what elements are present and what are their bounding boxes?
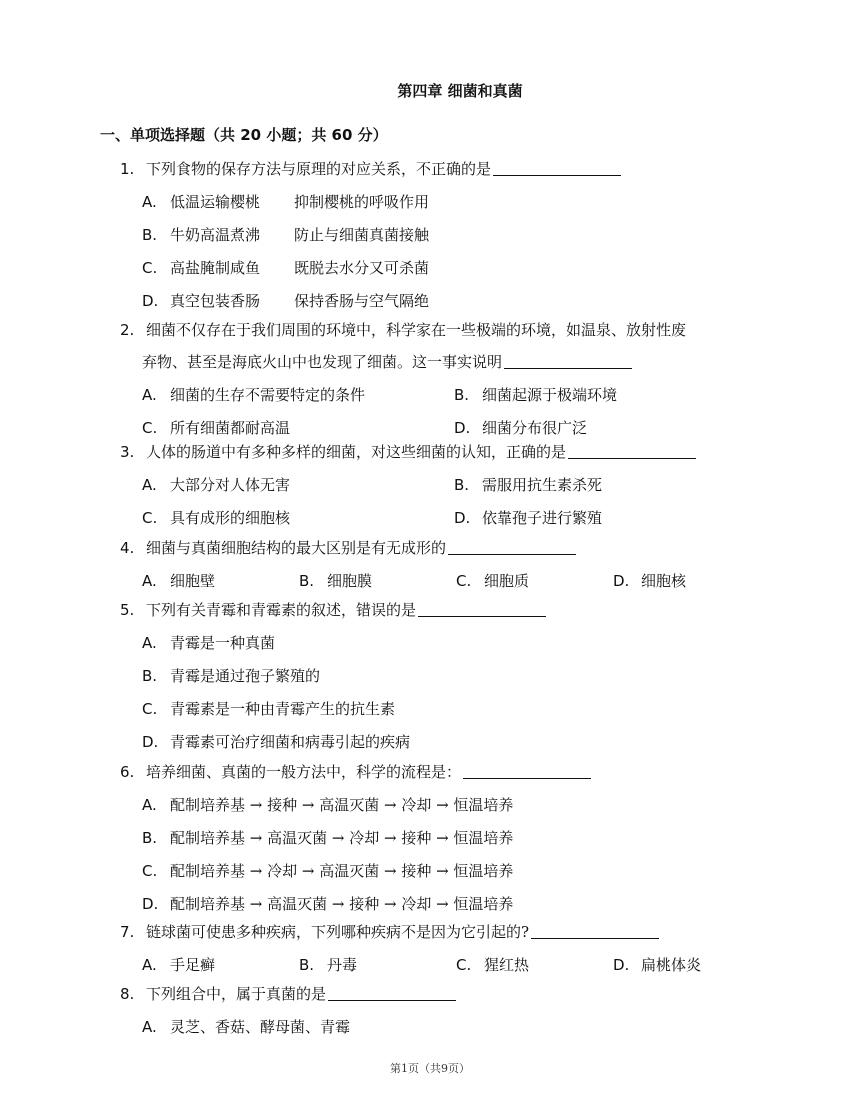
question-number: 8. (120, 985, 135, 1003)
question-text: 下列有关青霉和青霉素的叙述，错误的是 (146, 601, 417, 619)
option-b: B. 细胞膜 (299, 571, 373, 590)
question-4 (120, 532, 780, 597)
question-number: 7. (120, 923, 135, 941)
answer-blank[interactable] (504, 352, 632, 369)
question-number: 4. (120, 539, 135, 557)
question-text-cont: 弃物、甚至是海底火山中也发现了细菌。这一事实说明 (142, 353, 503, 371)
option-b: B. 牛奶高温煮沸 防止与细菌真菌接触 (142, 225, 430, 244)
question-7 (120, 916, 780, 981)
option-a: A. 配制培养基 → 接种 → 高温灭菌 → 冷却 → 恒温培养 (142, 795, 514, 814)
option-b: B. 青霉是通过孢子繁殖的 (142, 666, 321, 685)
section-heading: 一、单项选择题（共 20 小题；共 60 分） (100, 126, 388, 144)
question-text: 培养细菌、真菌的一般方法中，科学的流程是： (146, 763, 462, 781)
option-a: A. 细胞壁 (142, 571, 216, 590)
option-a: A. 细菌的生存不需要特定的条件 (142, 385, 366, 404)
option-c: C. 细胞质 (456, 571, 530, 590)
option-b: B. 丹毒 (299, 955, 358, 974)
question-text: 细菌不仅存在于我们周围的环境中，科学家在一些极端的环境，如温泉、放射性废 (146, 321, 687, 339)
question-text: 链球菌可使患多种疾病，下列哪种疾病不是因为它引起的? (146, 923, 530, 941)
question-number: 2. (120, 321, 135, 339)
question-6 (120, 756, 780, 920)
option-d: D. 配制培养基 → 高温灭菌 → 接种 → 冷却 → 恒温培养 (142, 894, 514, 913)
answer-blank[interactable] (463, 762, 591, 779)
question-text: 人体的肠道中有多种多样的细菌，对这些细菌的认知，正确的是 (146, 443, 567, 461)
option-a: A. 手足癣 (142, 955, 216, 974)
question-3 (120, 436, 780, 534)
option-d: D. 细菌分布很广泛 (454, 418, 588, 437)
answer-blank[interactable] (531, 922, 659, 939)
option-c: C. 猩红热 (456, 955, 530, 974)
option-c: C. 配制培养基 → 冷却 → 高温灭菌 → 接种 → 恒温培养 (142, 861, 514, 880)
option-a: A. 大部分对人体无害 (142, 475, 291, 494)
option-c: C. 具有成形的细胞核 (142, 508, 291, 527)
answer-blank[interactable] (328, 984, 456, 1001)
option-a: A. 青霉是一种真菌 (142, 633, 276, 652)
option-c: C. 高盐腌制咸鱼 既脱去水分又可杀菌 (142, 258, 430, 277)
question-1 (120, 153, 780, 317)
option-c: C. 青霉素是一种由青霉产生的抗生素 (142, 699, 396, 718)
question-text: 下列组合中，属于真菌的是 (146, 985, 327, 1003)
question-8 (120, 978, 780, 1043)
page-footer: 第1页（共9页） (390, 1062, 470, 1075)
option-d: D. 依靠孢子进行繁殖 (454, 508, 603, 527)
question-5 (120, 594, 780, 758)
option-b: B. 细菌起源于极端环境 (454, 385, 618, 404)
option-d: D. 细胞核 (613, 571, 687, 590)
question-number: 1. (120, 160, 135, 178)
option-d: D. 扁桃体炎 (613, 955, 702, 974)
option-a: A. 灵芝、香菇、酵母菌、青霉 (142, 1017, 351, 1036)
question-number: 6. (120, 763, 135, 781)
question-number: 3. (120, 443, 135, 461)
option-b: B. 配制培养基 → 高温灭菌 → 冷却 → 接种 → 恒温培养 (142, 828, 514, 847)
answer-blank[interactable] (493, 159, 621, 176)
answer-blank[interactable] (418, 600, 546, 617)
answer-blank[interactable] (448, 538, 576, 555)
chapter-title: 第四章 细菌和真菌 (397, 82, 523, 100)
option-d: D. 青霉素可治疗细菌和病毒引起的疾病 (142, 732, 411, 751)
question-2 (120, 314, 780, 444)
answer-blank[interactable] (568, 442, 696, 459)
option-a: A. 低温运输樱桃 抑制樱桃的呼吸作用 (142, 192, 430, 211)
question-text: 下列食物的保存方法与原理的对应关系，不正确的是 (146, 160, 492, 178)
option-c: C. 所有细菌都耐高温 (142, 418, 291, 437)
option-b: B. 需服用抗生素杀死 (454, 475, 603, 494)
question-number: 5. (120, 601, 135, 619)
question-text: 细菌与真菌细胞结构的最大区别是有无成形的 (146, 539, 447, 557)
option-d: D. 真空包装香肠 保持香肠与空气隔绝 (142, 291, 430, 310)
